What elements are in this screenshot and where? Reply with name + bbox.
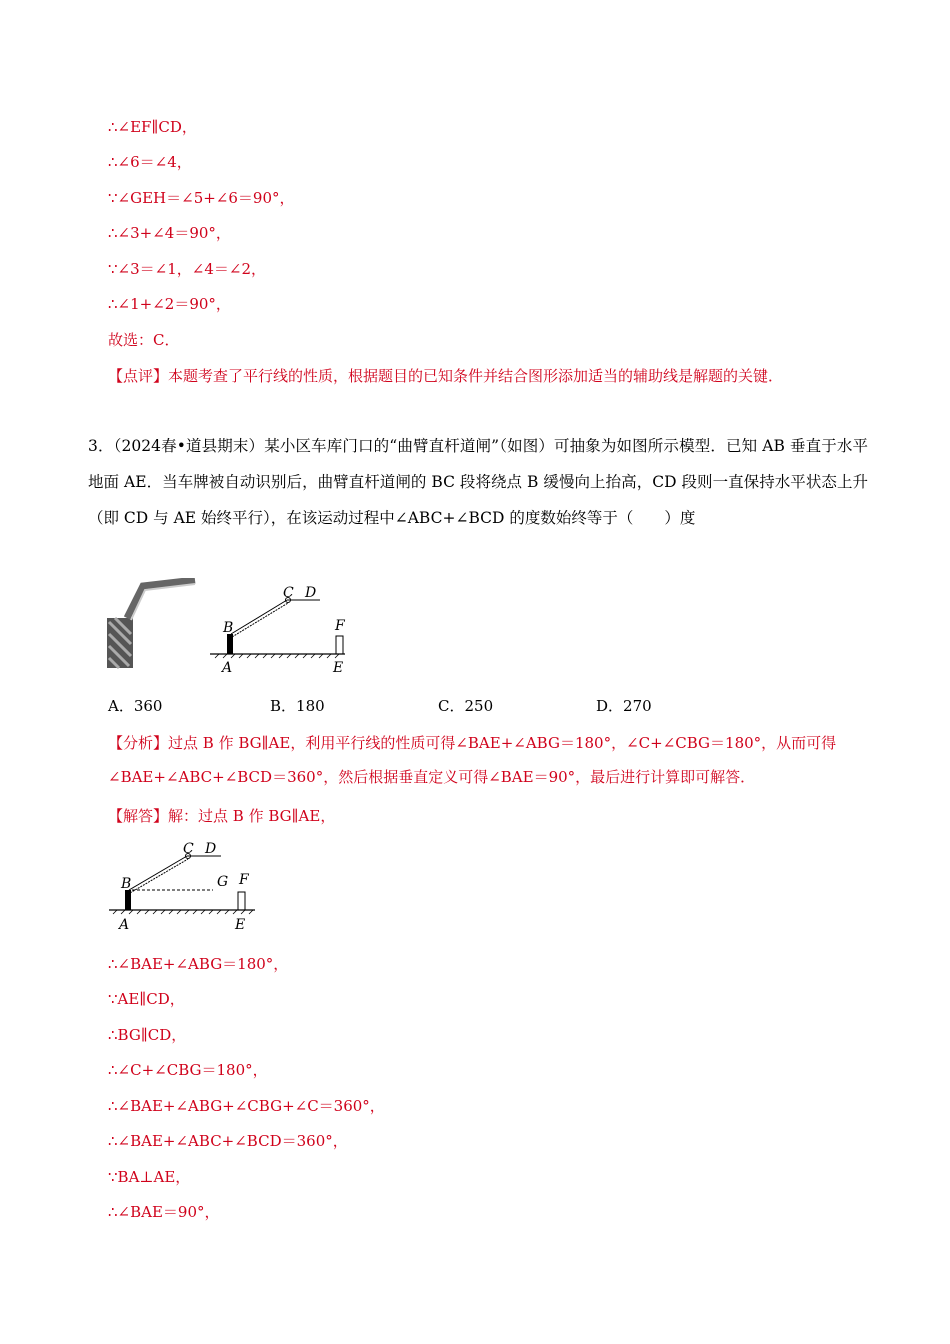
option-b: B．180 [270, 697, 325, 715]
solution-line: ∴∠BAE+∠ABC+∠BCD＝360°， [108, 1132, 348, 1150]
analysis-tag: 【分析】 [108, 734, 169, 752]
label-B: B [121, 876, 132, 892]
solution-line: 故选：C． [108, 331, 180, 349]
label-F: F [335, 618, 345, 634]
solution-line: ∴∠C+∠CBG＝180°， [108, 1061, 268, 1079]
option-c: C．250 [438, 697, 494, 715]
solution-line: ∵∠3＝∠1，∠4＝∠2， [108, 260, 266, 278]
label-C: C [283, 585, 294, 601]
comment [108, 366, 783, 386]
solution-line: ∵AE∥CD， [108, 990, 185, 1008]
solution-line: ∵BA⊥AE， [108, 1168, 191, 1186]
label-D: D [305, 585, 317, 601]
question-number: 3． [88, 437, 114, 455]
solution-line: ∴∠EF∥CD， [108, 118, 197, 136]
barrier-gate-photo [107, 580, 195, 668]
comment-tag: 【点评】 [108, 367, 169, 385]
solution-line: ∴∠1+∠2＝90°， [108, 295, 231, 313]
label-F: F [239, 872, 249, 888]
label-C: C [183, 841, 194, 857]
answer-header [108, 806, 335, 826]
comment-text: 本题考查了平行线的性质，根据题目的已知条件并结合图形添加适当的辅助线是解题的关键． [168, 367, 784, 385]
solution-line: ∵∠GEH＝∠5+∠6＝90°， [108, 189, 295, 207]
analysis-text: 过点 B 作 BG∥AE，利用平行线的性质可得∠BAE+∠ABG＝180°，∠C+∠CBG＝180°，从而可得∠BAE+∠ABC+∠BCD＝360°，然后根据垂直定义可得∠BAE＝90°，最后进行计算即可解答． [108, 734, 837, 786]
solution-line: ∴∠6＝∠4， [108, 153, 192, 171]
analysis [108, 726, 866, 794]
solution-line: ∴∠3+∠4＝90°， [108, 224, 231, 242]
solution-line: ∴BG∥CD， [108, 1026, 187, 1044]
label-B: B [223, 620, 234, 636]
option-a: A．360 [108, 697, 163, 715]
solution-line: ∴∠BAE+∠ABG+∠CBG+∠C＝360°， [108, 1097, 385, 1115]
label-A: A [119, 917, 130, 933]
question-figure [105, 578, 355, 678]
question-3 [88, 428, 868, 536]
option-d: D．270 [596, 697, 652, 715]
label-A: A [222, 660, 233, 676]
question-text: （2024春•道县期末）某小区车库门口的“曲臂直杆道闸”（如图）可抽象为如图所示模型．已知 AB 垂直于水平地面 AE．当车牌被自动识别后，曲臂直杆道闸的 BC 段将绕点 B 缓慢向上抬高，CD 段则一直保持水平状态上升（即 CD 与 AE 始终平行），在该运动过程中∠ABC+∠BCD 的度数始终等于（ ）度 [88, 437, 868, 527]
label-E: E [235, 917, 246, 933]
label-D: D [205, 841, 217, 857]
solution-line: ∴∠BAE+∠ABG＝180°， [108, 955, 289, 973]
label-G: G [217, 874, 229, 890]
solution-line: ∴∠BAE＝90°， [108, 1203, 220, 1221]
label-E: E [333, 660, 344, 676]
answer-text: 解：过点 B 作 BG∥AE， [168, 807, 336, 825]
answer-figure [105, 836, 260, 934]
answer-tag: 【解答】 [108, 807, 169, 825]
